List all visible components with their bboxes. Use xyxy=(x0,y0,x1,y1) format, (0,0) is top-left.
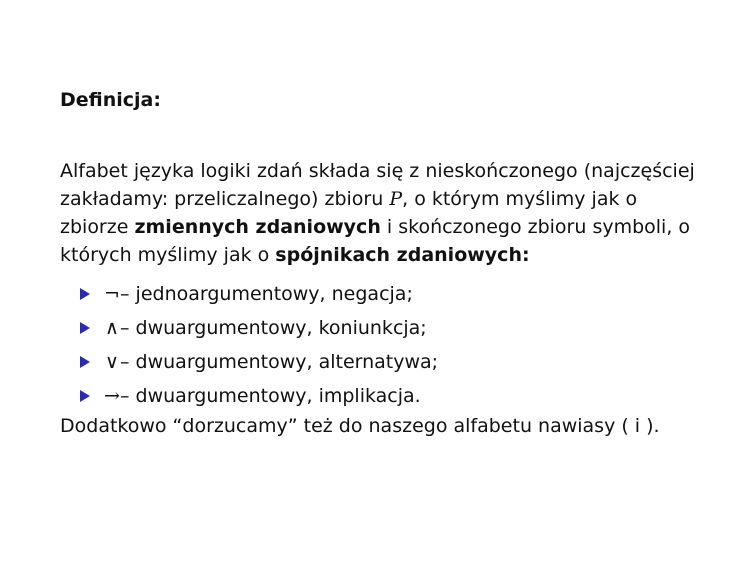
conjunction-symbol: ∧ xyxy=(105,317,119,339)
paragraph-text: zbiorze xyxy=(60,216,135,238)
list-item-text: – jednoargumentowy, negacja; xyxy=(120,283,413,305)
closing-sentence: Dodatkowo “dorzucamy” też do naszego alfabetu nawiasy ( i ). xyxy=(60,415,660,437)
paragraph-text: , o którym myślimy jak o xyxy=(402,188,638,210)
bullet-triangle-icon xyxy=(80,288,90,300)
bullet-triangle-icon xyxy=(80,390,90,402)
list-item-text: – dwuargumentowy, alternatywa; xyxy=(120,351,439,373)
set-variable-p: P xyxy=(389,188,403,210)
definition-heading: Definicja: xyxy=(60,89,161,111)
paragraph-line-2 xyxy=(60,185,700,213)
disjunction-symbol: ∨ xyxy=(105,351,119,373)
implication-symbol: → xyxy=(104,385,120,407)
definition-paragraph xyxy=(60,157,700,269)
paragraph-line-4 xyxy=(60,241,700,269)
list-item xyxy=(80,277,438,311)
list-item xyxy=(80,345,438,379)
term-propositional-variables: zmiennych zdaniowych xyxy=(134,216,381,238)
paragraph-text: których myślimy jak o xyxy=(60,244,276,266)
paragraph-text: i skończonego zbioru symboli, o xyxy=(380,216,691,238)
list-item xyxy=(80,379,438,413)
list-item-text: – dwuargumentowy, implikacja. xyxy=(120,385,421,407)
bullet-triangle-icon xyxy=(80,356,90,368)
list-item-text: – dwuargumentowy, koniunkcja; xyxy=(120,317,427,339)
connectives-list xyxy=(80,277,438,413)
paragraph-line-1: Alfabet języka logiki zdań składa się z nieskończonego (najczęściej xyxy=(60,160,695,182)
term-connectives: spójnikach zdaniowych: xyxy=(275,244,530,266)
paragraph-text: zakładamy: przeliczalnego) zbioru xyxy=(60,188,390,210)
paragraph-line-3 xyxy=(60,213,700,241)
list-item xyxy=(80,311,438,345)
bullet-triangle-icon xyxy=(80,322,90,334)
negation-symbol: ¬ xyxy=(104,283,120,305)
